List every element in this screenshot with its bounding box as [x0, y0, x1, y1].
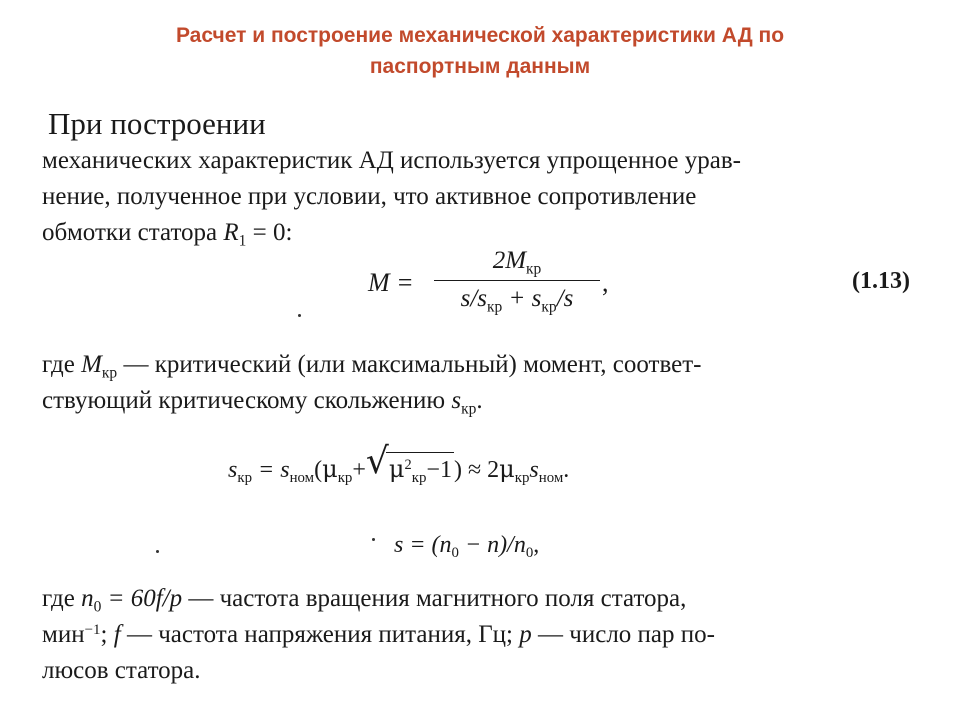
after-eq1-var: M — [81, 351, 102, 378]
equation-slip — [394, 532, 540, 562]
eq2-mu2: μ — [388, 455, 405, 483]
after-eq1-line-2-end: . — [476, 387, 483, 414]
eq1-lhs-text: M = — [368, 268, 414, 297]
eq2-minus-one: −1 — [426, 457, 452, 483]
eq2-plus: + — [352, 457, 366, 483]
eq2-s-sub: кр — [237, 470, 253, 487]
eq2-open: ( — [314, 457, 323, 483]
after-eq3-line-2 — [42, 620, 715, 650]
eq2-s2-sub: ном — [538, 470, 564, 487]
eq2-s2: s — [529, 457, 539, 483]
after-eq3-line-1 — [42, 584, 686, 614]
eq3-sub2: 0 — [525, 545, 534, 562]
eq3-text1: s = (n — [394, 532, 452, 558]
eq1-fraction — [434, 244, 600, 315]
eq2-mu: μ — [322, 455, 338, 483]
after-eq1-sub: кр — [101, 364, 118, 382]
eq3-sub1: 0 — [451, 545, 459, 562]
slide-title — [80, 20, 880, 82]
eq1-den-plus: + s — [502, 285, 542, 312]
after-eq3-start: где — [42, 585, 82, 612]
intro-line-2: нение, полученное при условии, что активное сопротивление — [42, 183, 697, 210]
after-eq1-start: где — [42, 351, 82, 378]
after-eq3-line-3: люсов статора. — [42, 657, 201, 684]
after-eq1-rest: — критический (или максимальный) момент, соответ- — [117, 351, 702, 378]
slide-title-line-1: Расчет и построение механической характеристики АД по — [175, 24, 785, 47]
eq2-end: . — [563, 457, 570, 483]
after-eq3-sep: ; — [100, 621, 114, 648]
resistance-sub: 1 — [238, 232, 247, 250]
eq1-num-sub: кр — [526, 260, 542, 278]
after-eq1-line-2-var: s — [451, 387, 462, 414]
var-f: f — [113, 621, 121, 648]
eq1-num-coef: 2M — [492, 247, 527, 274]
intro-heading: При построении — [48, 106, 266, 141]
intro-line-1: механических характеристик АД используется упрощенное урав- — [42, 147, 741, 174]
equation-number: (1.13) — [852, 268, 910, 294]
after-eq3-sub: 0 — [93, 598, 102, 616]
eq1-fraction-bar — [434, 280, 600, 281]
resistance-var: R — [223, 219, 239, 246]
after-eq1-line-2-sub: кр — [461, 400, 477, 418]
scan-speck — [156, 550, 159, 553]
unit-min-sup: −1 — [84, 621, 101, 638]
intro-line-3 — [42, 218, 292, 248]
eq3-text2: − n)/n — [458, 532, 526, 558]
eq2-nom-sub: ном — [289, 470, 315, 487]
eq2-close: ) — [453, 457, 462, 483]
scan-speck — [298, 314, 301, 317]
equation-s-critical — [228, 441, 570, 487]
after-eq3-mid: — частота напряжения питания, Гц; — [120, 621, 520, 648]
unit-min: мин — [42, 621, 85, 648]
scan-speck — [372, 538, 375, 541]
eq2-approx: ≈ 2 — [461, 457, 500, 483]
eq1-den-end: /s — [556, 285, 574, 312]
eq1-comma: , — [602, 268, 609, 297]
intro-line-3-end: = 0: — [246, 219, 293, 246]
eq2-mu3-sub: кр — [514, 470, 530, 487]
var-p: p — [519, 621, 532, 648]
eq1-lhs — [368, 268, 414, 298]
eq2-sqrt — [365, 441, 454, 487]
eq2-mu3: μ — [499, 455, 515, 483]
eq2-s: s — [228, 457, 238, 483]
eq1-den-sub2: кр — [541, 298, 557, 316]
radical-sign: √ — [365, 441, 389, 482]
eq2-mu2-sup: 2 — [404, 457, 412, 474]
after-eq3-line-2-rest: — число пар по- — [531, 621, 715, 648]
eq1-den-s1: s/s — [460, 285, 488, 312]
after-eq3-formula: = 60f/p — [101, 585, 183, 612]
slide-title-line-2: паспортным данным — [369, 55, 591, 78]
eq2-mu2-sub: кр — [411, 470, 427, 487]
intro-line-3-text: обмотки статора — [42, 219, 224, 246]
eq1-numerator — [434, 244, 600, 278]
eq2-sqrt-inner — [386, 452, 454, 487]
eq2-eq-s: = s — [252, 457, 290, 483]
after-eq3-rest: — частота вращения магнитного поля статора, — [182, 585, 687, 612]
after-eq1-line-2-text: ствующий критическому скольжению — [42, 387, 452, 414]
eq2-mu-sub: кр — [337, 470, 353, 487]
after-eq3-var: n — [81, 585, 94, 612]
after-eq1-line-2 — [42, 386, 483, 416]
after-eq1-line-1 — [42, 350, 701, 380]
eq1-den-sub1: кр — [487, 298, 503, 316]
eq1-denominator — [434, 283, 600, 315]
eq3-end: , — [533, 532, 540, 558]
